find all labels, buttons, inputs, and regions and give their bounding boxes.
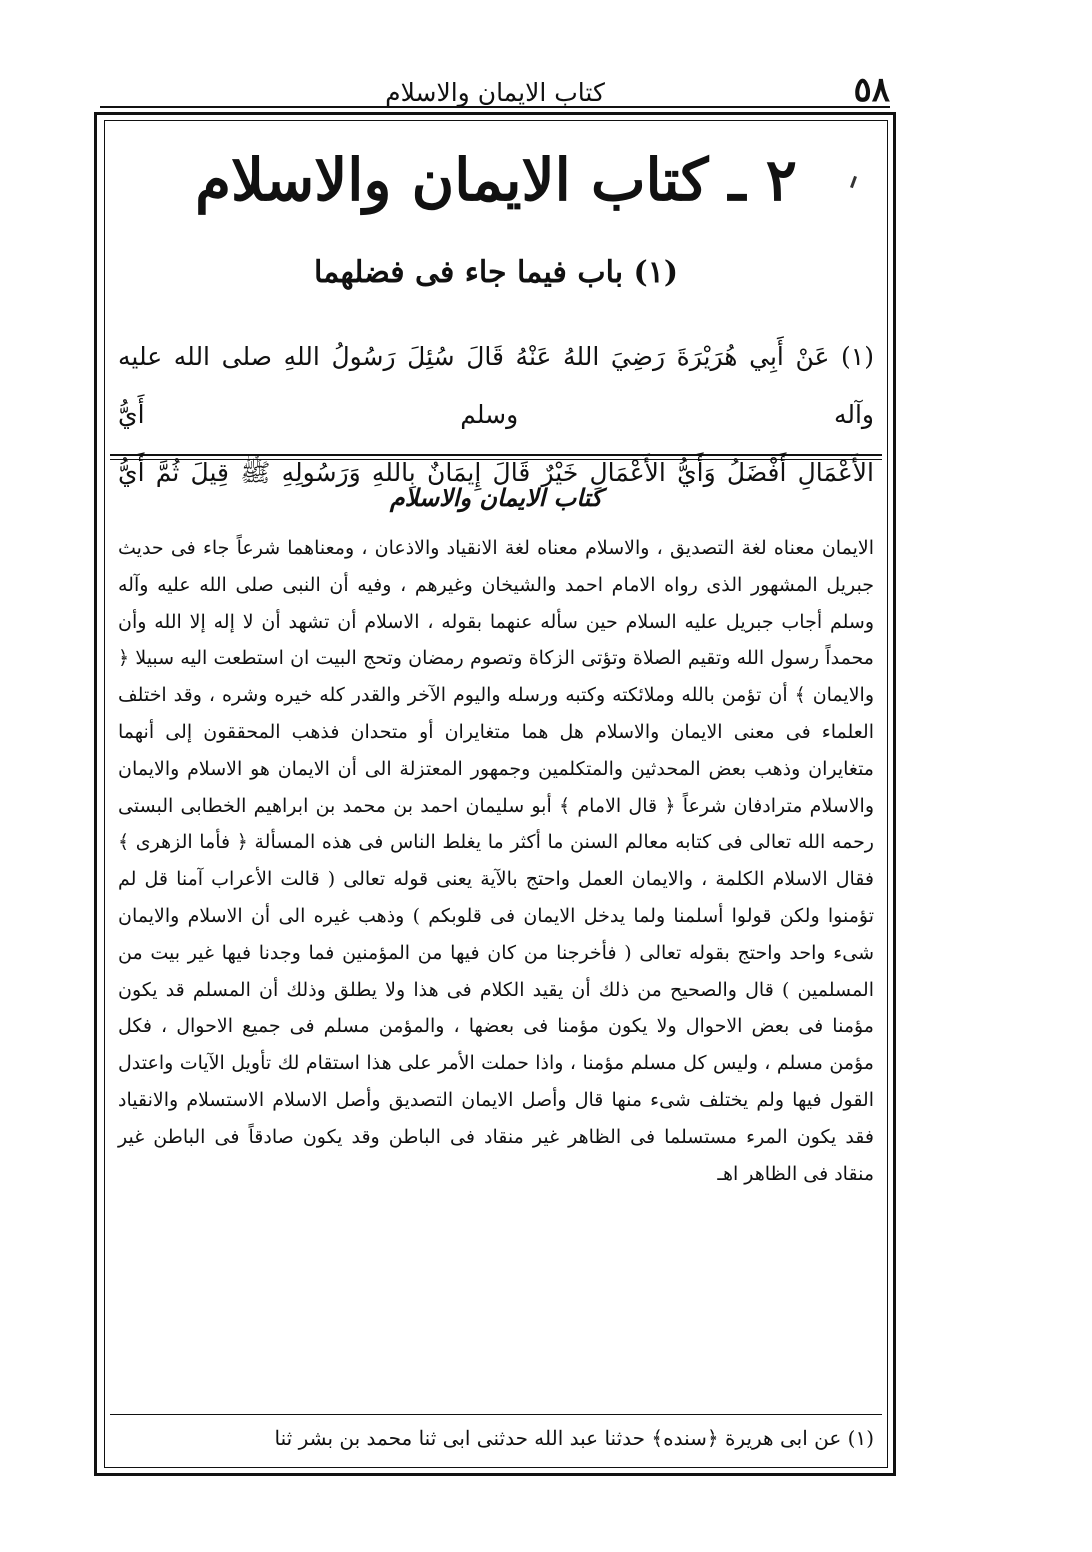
hadith-line: الأَعْمَالِ أَفْضَلُ وَأَيُّ الأَعْمَالِ خَيْرٌ قَالَ إِيمَانٌ بِاللهِ وَرَسُولِهِ ﷺ قِيلَ ثُمَّ أَيُّ	[118, 458, 874, 487]
hadith-line: (١) عَنْ أَبِي هُرَيْرَةَ رَضِيَ اللهُ عَنْهُ قَالَ سُئِلَ رَسُولُ اللهِ صلى الله عليه وآله وسلم أَيُّ	[118, 342, 874, 429]
footnote: (١) عن ابى هريرة ﴿سنده﴾ حدثنا عبد الله حدثنى ابى ثنا محمد بن بشر ثنا	[274, 1426, 874, 1450]
hadith-text	[118, 328, 874, 502]
commentary-body: الايمان معناه لغة التصديق ، والاسلام معناه لغة الانقياد والاذعان ، ومعناهما شرعاً جاء فى حديث جبريل المشهور الذى رواه الامام احمد والشيخان وغيرهم ، وفيه أن النبى صلى الله عليه وآله وسلم أجاب جبريل عليه السلام حين سأله عنهما بقوله ، الاسلام أن تشهد أن لا إله إلا الله وأن محمداً رسول الله وتقيم الصلاة وتؤتى الزكاة وتصوم رمضان وتحج البيت ان استطعت اليه سبيلا ﴿ والايمان ﴾ أن تؤمن بالله وملائكته وكتبه ورسله واليوم الآخر والقدر كله خيره وشره ، وقد اختلف العلماء فى معنى الايمان والاسلام هل هما متغايران أو متحدان فذهب المحققون إلى أنهما متغايران وذهب بعض المحدثين والمتكلمين وجمهور المعتزلة الى أن الايمان هو الاسلام والايمان والاسلام مترادفان شرعاً ﴿ قال الامام ﴾ أبو سليمان احمد بن محمد بن ابراهيم الخطابى البستى رحمه الله تعالى فى كتابه معالم السنن ما أكثر ما يغلط الناس فى هذه المسألة ﴿ فأما الزهرى ﴾ فقال الاسلام الكلمة ، والايمان العمل واحتج بالآية يعنى قوله تعالى ( قالت الأعراب آمنا قل لم تؤمنوا ولكن قولوا أسلمنا ولما يدخل الايمان فى قلوبكم ) وذهب غيره الى أن الاسلام والايمان شىء واحد واحتج بقوله تعالى ( فأخرجنا من كان فيها من المؤمنين فما وجدنا فيها غير بيت من المسلمين ) قال والصحيح من ذلك أن يقيد الكلام فى هذا ولا يطلق وذلك أن المسلم قد يكون مؤمنا فى بعض الاحوال ولا يكون مؤمنا فى بعضها ، والمؤمن مسلم فى جميع الاحوال ، فكل مؤمن مسلم ، وليس كل مسلم مؤمنا ، واذا حملت الأمر على هذا استقام لك تأويل الآيات واعتدل القول فيها ولم يختلف شىء منها قال وأصل الايمان التصديق وأصل الاسلام الاستسلام والانقياد فقد يكون المرء مستسلما فى الظاهر غير منقاد فى الباطن وقد يكون صادقاً فى الباطن غير منقاد فى الظاهر اهـ	[118, 537, 874, 1185]
footnote-rule	[110, 1414, 882, 1415]
commentary-title: كتاب الايمان والاسلام	[389, 483, 603, 512]
running-header	[100, 64, 890, 116]
chapter-heading: (١) باب فيما جاء فى فضلهما	[313, 255, 679, 290]
book-title: ٢ ـ كتاب الايمان والاسلام	[195, 146, 797, 214]
header-rule	[100, 106, 890, 108]
section-divider	[110, 454, 882, 460]
page-number: ٥٨	[853, 70, 890, 110]
running-header-title: كتاب الايمان والاسلام	[385, 78, 605, 107]
